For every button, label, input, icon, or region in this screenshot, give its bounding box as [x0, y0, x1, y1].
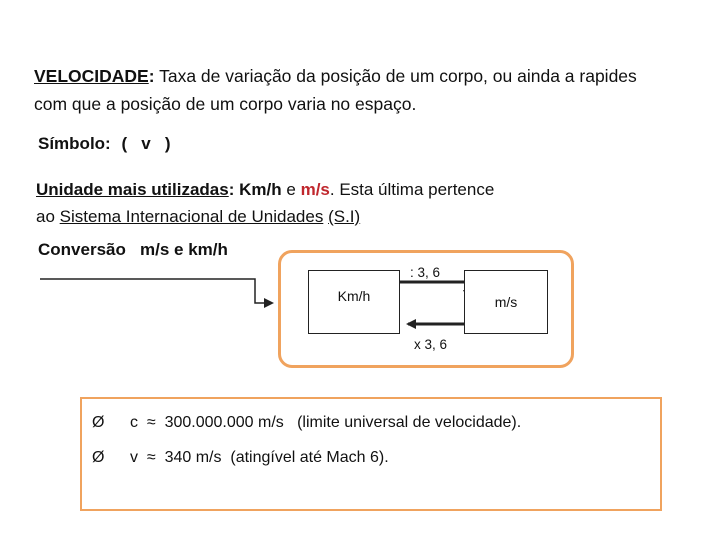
- si-abbrev: (S.I): [328, 207, 361, 226]
- unit-ms: m/s: [300, 180, 330, 199]
- definition-colon: :: [148, 66, 155, 86]
- unit-kmh: Km/h: [239, 180, 282, 199]
- pointer-arrow: [40, 279, 272, 303]
- conversion-title: Conversão m/s e km/h: [38, 240, 228, 259]
- fact-2: v ≈ 340 m/s (atingível até Mach 6).: [130, 449, 389, 466]
- box-ms-label: m/s: [494, 294, 518, 310]
- definition-line2: com que a posição de um corpo varia no espaço.: [34, 94, 417, 114]
- units-rest: . Esta última pertence: [329, 180, 495, 199]
- units-colon: :: [228, 180, 235, 199]
- box-ms: [464, 270, 548, 334]
- divide-arrow: [400, 282, 468, 298]
- fact-bullet-2: Ø: [92, 449, 105, 466]
- units-conj: e: [286, 180, 296, 199]
- multiply-label: x 3, 6: [414, 337, 448, 352]
- si-name: Sistema Internacional de Unidades: [59, 207, 324, 226]
- fact-1: c ≈ 300.000.000 m/s (limite universal de velocidade).: [130, 414, 522, 431]
- symbol-value: ( v ): [121, 134, 171, 153]
- symbol-label: Símbolo:: [38, 134, 111, 153]
- definition-term: VELOCIDADE: [34, 66, 149, 86]
- box-kmh-label: Km/h: [337, 288, 371, 304]
- definition-line1: Taxa de variação da posição de um corpo, ou ainda a rapides: [159, 66, 637, 86]
- units-label: Unidade mais utilizadas: [36, 180, 229, 199]
- units-line2-prefix: ao: [36, 207, 55, 226]
- box-kmh: [308, 270, 400, 334]
- divide-label: : 3, 6: [410, 265, 441, 280]
- fact-bullet-1: Ø: [92, 414, 105, 431]
